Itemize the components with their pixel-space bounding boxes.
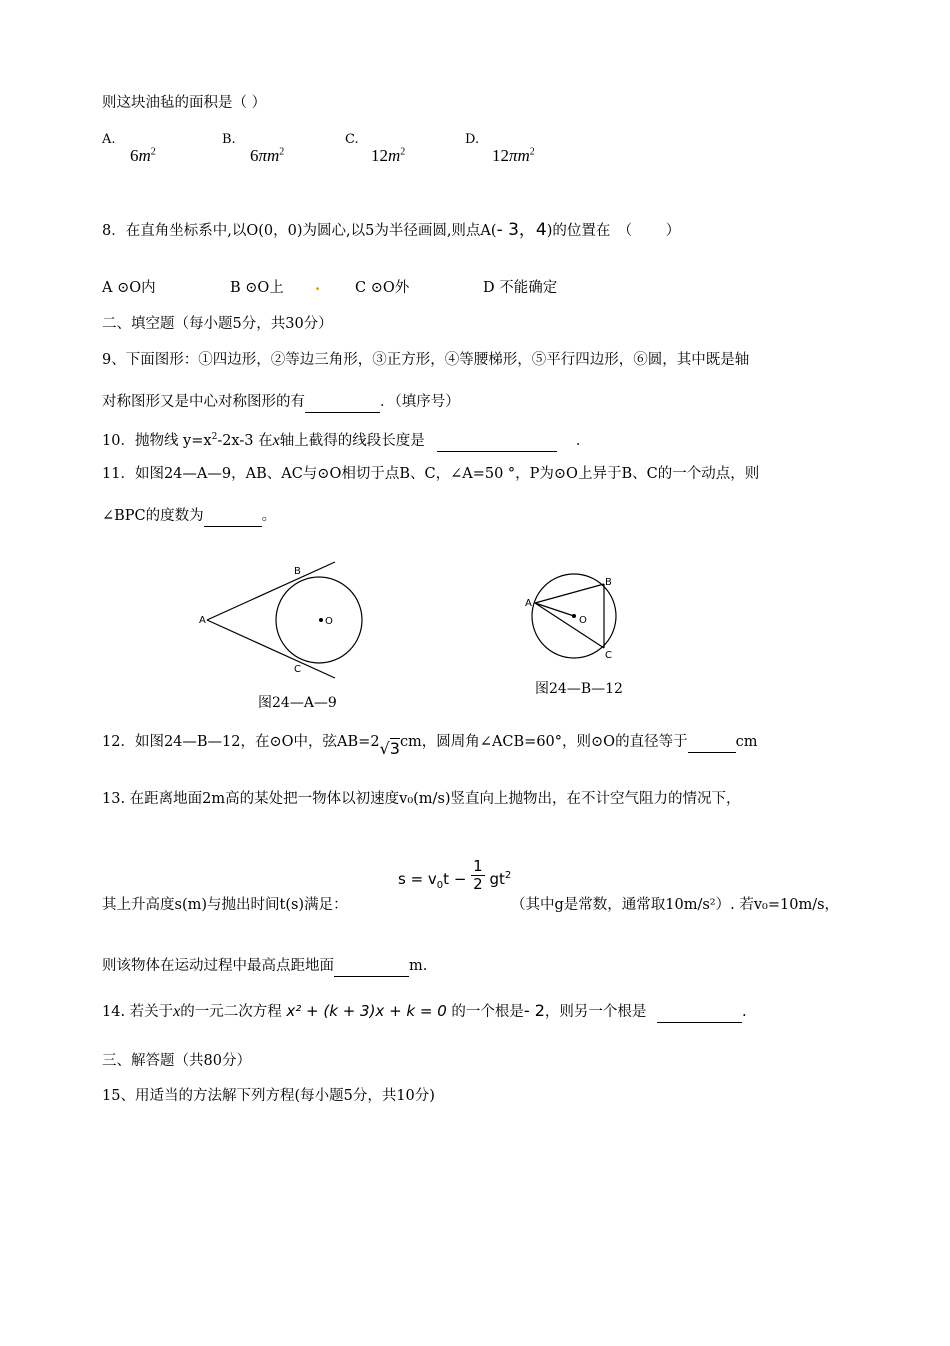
fig1-label-a: A [199,615,206,626]
q7-option-d-letter: D. [465,132,480,147]
fig1-tangent-ab [207,562,335,620]
q13-line1: 13. 在距离地面2m高的某处把一物体以初速度v₀(m/s)竖直向上抛物出，在不计空气阻力的情况下， [102,791,741,807]
q8-option-d: D 不能确定 [483,280,558,296]
q13-line2b: （其中g是常数，通常取10m/s²）. 若v₀=10m/s， [511,897,840,913]
fig2-label-b: B [605,577,612,588]
q11-line2: ∠BPC的度数为 。 [102,506,276,527]
q7-option-d-value: $12\pi m^2$ [492,146,535,165]
fig2-chord-ac [535,603,604,648]
section-3-heading: 三、解答题（共80分） [102,1053,251,1069]
q13-answer-blank[interactable] [334,956,409,977]
fig2-label-c: C [605,650,612,661]
figure-24-b-12 [522,570,632,670]
q13-line3: 则该物体在运动过程中最高点距地面 m. [102,956,427,977]
q8-option-a: A ⊙O内 [102,280,156,296]
fig1-label-b: B [294,566,301,577]
section-2-heading: 二、填空题（每小题5分，共30分） [102,316,333,332]
q9-answer-blank[interactable] [305,392,380,413]
q13-formula: $s = v_0t$ − $\frac{1}{2}$ $gt^2$ [398,857,512,893]
q14-answer-blank[interactable] [657,1002,742,1023]
q12-line: 12．如图24—B—12，在⊙O中，弦AB=2√3cm，圆周角∠ACB=60°，则⊙O的直径等于 cm [102,734,758,758]
fig1-label-o: O [325,616,333,627]
q8-option-b: B ⊙O上 [230,280,284,296]
q7-option-a-letter: A. [102,132,116,147]
fig1-center-dot [319,618,323,622]
q7-option-a-value: $6m^2$ [130,146,156,165]
q12-sqrt: √3 [379,739,400,758]
q8-point: - 3，4 [496,220,547,240]
q13-fraction: $\frac{1}{2}$ [473,857,483,893]
fig2-chord-ab [535,584,604,603]
fig2-label-o: O [579,615,587,626]
q9-line1: 9、下面图形：①四边形，②等边三角形，③正方形，④等腰梯形，⑤平行四边形，⑥圆，其中既是轴 [102,352,750,368]
q13-line2a: 其上升高度s(m)与抛出时间t(s)满足： [102,897,348,913]
q7-option-c-letter: C. [345,132,359,147]
fig1-caption: 图24—A—9 [258,695,337,711]
q11-line1: 11．如图24—A—9，AB、AC与⊙O相切于点B、C，∠A=50 °，P为⊙O上异于B、C的一个动点，则 [102,466,760,482]
q7-option-b-letter: B. [222,132,236,147]
q8-option-c: C ⊙O外 [355,280,410,296]
q8-stem: 8．在直角坐标系中,以O(0，0)为圆心,以5为半径画圆,则点A(- 3，4)的位置在 （ ） [102,220,681,240]
q14-equation: x² + (k + 3)x + k = 0 [286,1002,447,1020]
fig2-caption: 图24—B—12 [535,681,623,697]
q14-line: 14. 若关于x的一元二次方程 x² + (k + 3)x + k = 0 的一个根是- 2，则另一个根是 . [102,1001,747,1023]
q8-dot-mark: . [315,277,321,294]
fig2-center-dot [572,614,576,618]
q15-line: 15、用适当的方法解下列方程(每小题5分，共10分) [102,1088,435,1104]
q10-answer-blank[interactable] [437,431,557,452]
q9-line2: 对称图形又是中心对称图形的有 ．（填序号） [102,392,460,413]
figure-24-a-9 [195,560,375,680]
fig1-tangent-ac [207,620,335,678]
fig2-label-a: A [525,598,532,609]
q10-line: 10．抛物线 $y=x^2-2x-3$ 在x轴上截得的线段长度是 ． [102,427,590,452]
q11-answer-blank[interactable] [204,506,262,527]
q7-option-c-value: $12m^2$ [371,146,406,165]
fig2-radius-oa [535,603,574,616]
fig1-label-c: C [294,664,301,675]
q7-stem: 则这块油毡的面积是（ ） [102,95,267,111]
q7-option-b-value: $6\pi m^2$ [250,146,285,165]
q12-answer-blank[interactable] [688,732,736,753]
